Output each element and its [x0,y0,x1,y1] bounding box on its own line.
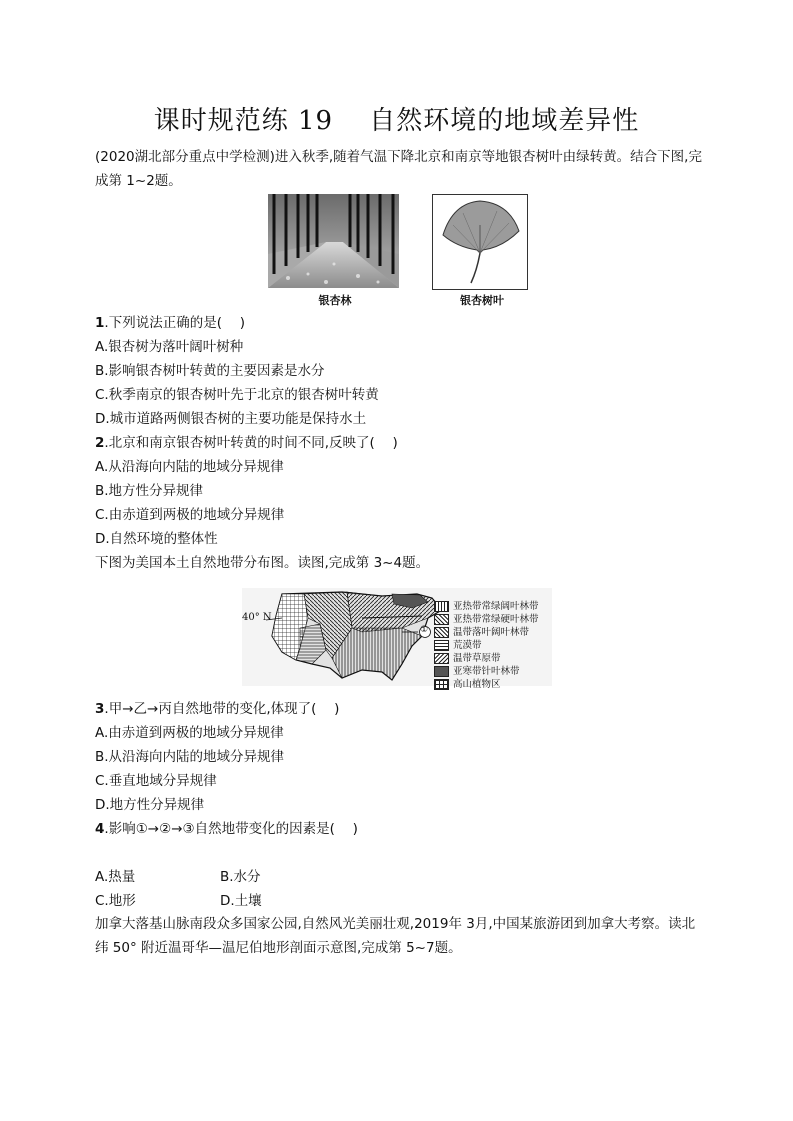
legend-label: 荒漠带 [453,640,482,651]
question-4-stem [95,819,358,839]
q3-option-a: A.由赤道到两极的地域分异规律 [95,725,284,741]
legend-label: 亚热带常绿硬叶林带 [453,614,539,625]
q2-option-a: A.从沿海向内陆的地域分异规律 [95,459,284,475]
intro-paragraph-3: 加拿大落基山脉南段众多国家公园,自然风光美丽壮观,2019年 3月,中国某旅游团到加拿大考察。读北纬 50° 附近温哥华—温尼伯地形剖面示意图,完成第 5~7题。 [95,916,696,956]
question-text: .甲→乙→丙自然地带的变化,体现了( ) [104,701,340,717]
legend-item-temperate-steppe [434,650,501,662]
question-text: .北京和南京银杏树叶转黄的时间不同,反映了( ) [104,435,398,451]
legend-item-desert [434,637,482,649]
q1-option-b: B.影响银杏树叶转黄的主要因素是水分 [95,363,325,379]
q1-option-d: D.城市道路两侧银杏树的主要功能是保持水土 [95,411,367,427]
question-number: 3 [95,701,105,717]
ginkgo-forest-photo [268,194,399,288]
q1-option-c: C.秋季南京的银杏树叶先于北京的银杏树叶转黄 [95,387,379,403]
q2-option-d: D.自然环境的整体性 [95,531,218,547]
page-title: 课时规范练 19 自然环境的地域差异性 [153,106,640,136]
zone-marker-1: ① [420,625,429,635]
q4-option-c: C.地形 [95,893,136,909]
legend-label: 亚热带常绿阔叶林带 [453,601,539,612]
intro-paragraph-2: 下图为美国本土自然地带分布图。读图,完成第 3~4题。 [95,555,430,571]
q2-option-b: B.地方性分异规律 [95,483,204,499]
legend-label: 高山植物区 [453,679,501,690]
question-text: .下列说法正确的是( ) [104,315,246,331]
intro-paragraph-1: (2020湖北部分重点中学检测)进入秋季,随着气温下降北京和南京等地银杏树叶由绿转黄。结合下图,完成第 1~2题。 [95,149,702,189]
caption-ginkgo-forest: 银杏林 [318,294,352,307]
legend-item-subtropical-evergreen-broadleaf [434,598,539,610]
legend-label: 温带草原带 [453,653,501,664]
legend-item-alpine [434,676,501,688]
q4-option-d: D.土壤 [220,893,262,909]
q3-option-b: B.从沿海向内陆的地域分异规律 [95,749,285,765]
question-1-stem [95,313,245,333]
q3-option-d: D.地方性分异规律 [95,797,205,813]
legend-label: 亚寒带针叶林带 [453,666,520,677]
q4-option-b: B.水分 [220,869,261,885]
question-text: .影响①→②→③自然地带变化的因素是( ) [104,821,358,837]
question-2-stem [95,433,398,453]
q2-option-c: C.由赤道到两极的地域分异规律 [95,507,285,523]
q1-option-a: A.银杏树为落叶阔叶树种 [95,339,244,355]
question-3-stem [95,699,339,719]
question-number: 1 [95,315,105,331]
q3-option-c: C.垂直地域分异规律 [95,773,217,789]
legend-label: 温带落叶阔叶林带 [453,627,530,638]
caption-ginkgo-leaf: 银杏树叶 [460,294,504,307]
legend-item-temperate-deciduous [434,624,529,636]
question-number: 4 [95,821,105,837]
legend-item-subarctic-coniferous [434,663,520,675]
question-number: 2 [95,435,105,451]
latitude-label: 40° N [242,612,272,623]
ginkgo-leaf-photo [432,194,528,290]
legend-item-subtropical-sclerophyll [434,611,539,623]
q4-option-a: A.热量 [95,869,136,885]
legend-swatch [434,679,449,690]
